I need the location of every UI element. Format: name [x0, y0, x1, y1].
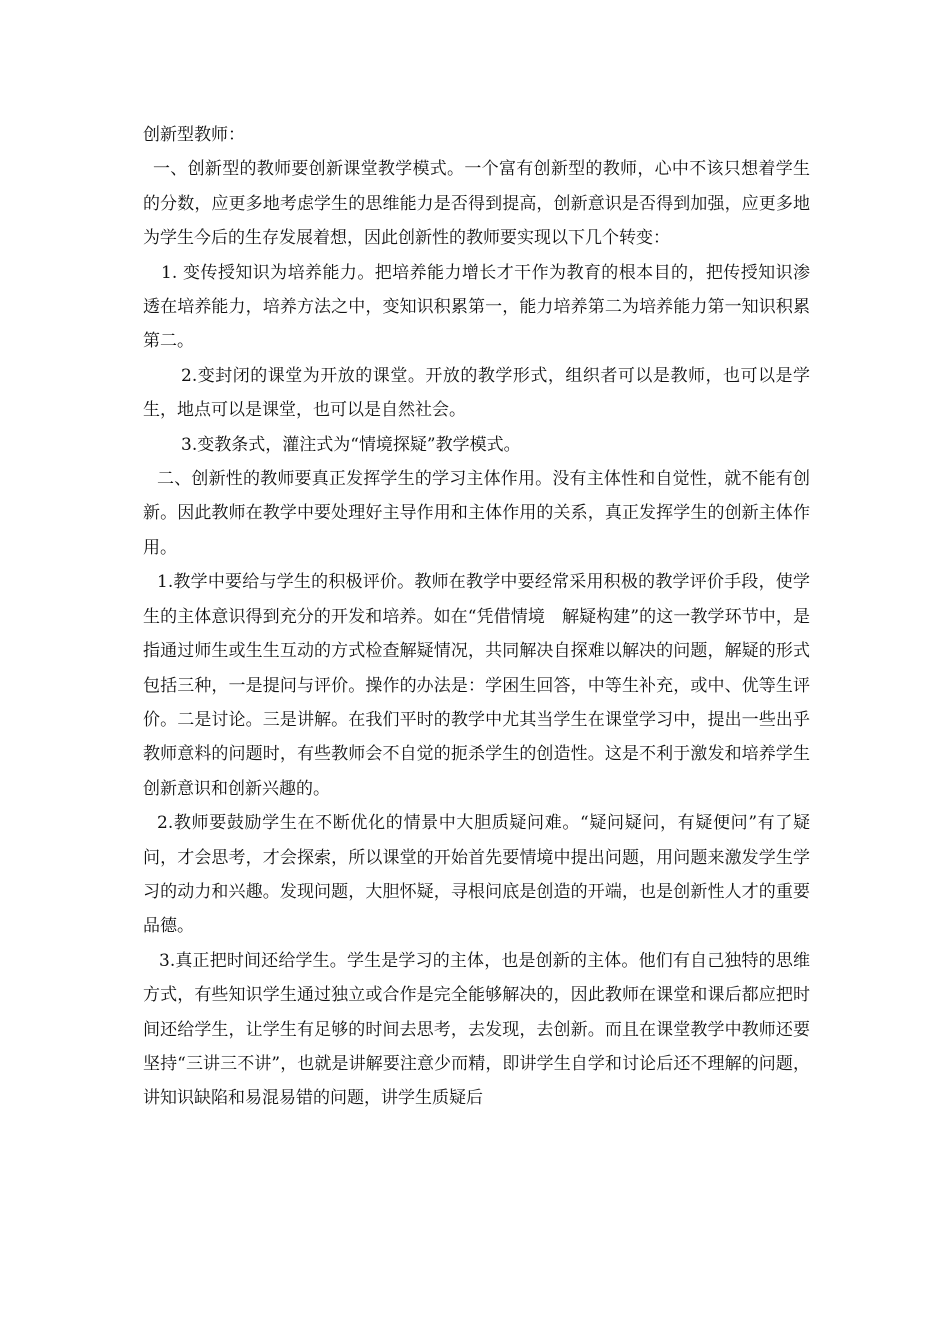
item-2-1-paragraph: 1.教学中要给与学生的积极评价。教师在教学中要经常采用积极的教学评价手段，使学生的主体意识得到充分的开发和培养。如在“凭借情境 解疑构建”的这一教学环节中，是指通过师生或生生互动的方式检查解疑情况，共同解决自探难以解决的问题，解疑的形式包括三种，一是提问与评价。操作的办法是：学困生回答，中等生补充，或中、优等生评价。二是讨论。三是讲解。在我们平时的教学中尤其当学生在课堂学习中，提出一些出乎教师意料的问题时，有些教师会不自觉的扼杀学生的创造性。这是不利于激发和培养学生创新意识和创新兴趣的。	[143, 572, 810, 799]
document-body	[143, 118, 810, 1116]
document-title: 创新型教师：	[143, 125, 245, 145]
item-1-2-paragraph: 2.变封闭的课堂为开放的课堂。开放的教学形式，组织者可以是教师，也可以是学生，地点可以是课堂，也可以是自然社会。	[143, 365, 810, 421]
section-2-paragraph: 二、创新性的教师要真正发挥学生的学习主体作用。没有主体性和自觉性，就不能有创新。因此教师在教学中要处理好主导作用和主体作用的关系，真正发挥学生的创新主体作用。	[143, 469, 810, 558]
item-1-1-paragraph: 1. 变传授知识为培养能力。把培养能力增长才干作为教育的根本目的，把传授知识渗透在培养能力，培养方法之中，变知识积累第一，能力培养第二为培养能力第一知识积累第二。	[143, 262, 810, 352]
section-1-paragraph: 一、创新型的教师要创新课堂教学模式。一个富有创新型的教师，心中不该只想着学生的分数，应更多地考虑学生的思维能力是否得到提高，创新意识是否得到加强，应更多地为学生今后的生存发展着想，因此创新性的教师要实现以下几个转变：	[143, 159, 810, 249]
item-1-3-paragraph: 3.变教条式，灌注式为“情境探疑”教学模式。	[181, 434, 521, 455]
item-2-3-paragraph: 3.真正把时间还给学生。学生是学习的主体，也是创新的主体。他们有自己独特的思维方式，有些知识学生通过独立或合作是完全能够解决的，因此教师在课堂和课后都应把时间还给学生，让学生有足够的时间去思考，去发现，去创新。而且在课堂教学中教师还要坚持“三讲三不讲”，也就是讲解要注意少而精，即讲学生自学和讨论后还不理解的问题，讲知识缺陷和易混易错的问题，讲学生质疑后	[143, 950, 810, 1109]
item-2-2-paragraph: 2.教师要鼓励学生在不断优化的情景中大胆质疑问难。“疑问疑问，有疑便问”有了疑问，才会思考，才会探索，所以课堂的开始首先要情境中提出问题，用问题来激发学生学习的动力和兴趣。发现问题，大胆怀疑，寻根问底是创造的开端，也是创新性人才的重要品德。	[143, 813, 810, 937]
